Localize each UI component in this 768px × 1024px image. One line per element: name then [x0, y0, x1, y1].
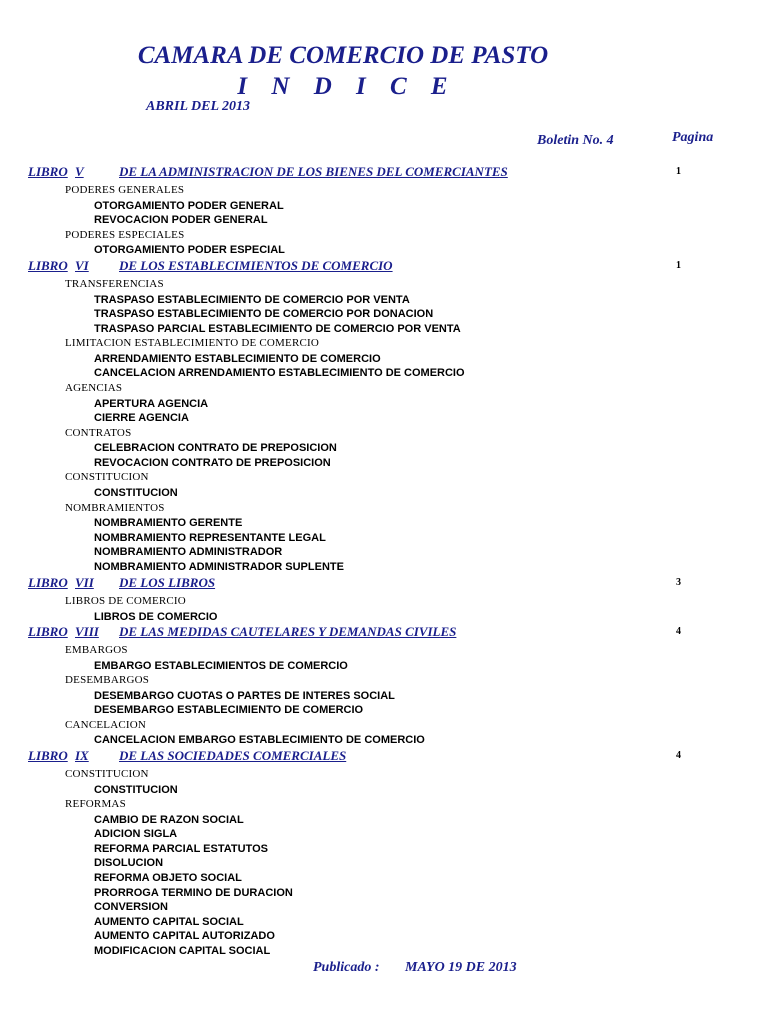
libro-number[interactable]: VIII — [75, 624, 99, 639]
index-item: CELEBRACION CONTRATO DE PREPOSICION — [94, 442, 337, 455]
index-item: CONVERSION — [94, 901, 168, 914]
index-item: ARRENDAMIENTO ESTABLECIMIENTO DE COMERCIO — [94, 352, 381, 365]
section-heading: LIMITACION ESTABLECIMIENTO DE COMERCIO — [65, 337, 320, 350]
libro-heading — [0, 575, 768, 591]
section-heading: CONSTITUCION — [65, 768, 149, 780]
index-item: AUMENTO CAPITAL AUTORIZADO — [94, 930, 275, 943]
libro-title[interactable]: DE LOS LIBROS — [119, 575, 216, 590]
index-item: CANCELACION EMBARGO ESTABLECIMIENTO DE COMERCIO — [94, 734, 425, 747]
page-number: 3 — [676, 577, 681, 588]
index-item: EMBARGO ESTABLECIMIENTOS DE COMERCIO — [94, 659, 348, 672]
libro-label[interactable]: LIBRO — [28, 258, 68, 273]
index-item: DESEMBARGO CUOTAS O PARTES DE INTERES SOCIAL — [94, 689, 395, 702]
libro-label[interactable]: LIBRO — [28, 164, 68, 179]
libro-heading — [0, 258, 768, 274]
section-heading: NOMBRAMIENTOS — [65, 501, 165, 514]
libro-title[interactable]: DE LOS ESTABLECIMIENTOS DE COMERCIO — [119, 258, 393, 273]
index-item: REFORMA OBJETO SOCIAL — [94, 872, 242, 884]
index-item: NOMBRAMIENTO ADMINISTRADOR — [94, 546, 283, 559]
libro-heading — [0, 624, 768, 640]
libro-number[interactable]: IX — [75, 748, 89, 763]
index-item: APERTURA AGENCIA — [94, 397, 209, 410]
index-item: TRASPASO PARCIAL ESTABLECIMIENTO DE COMERCIO POR VENTA — [94, 322, 461, 335]
index-item: CONSTITUCION — [94, 783, 178, 796]
section-heading: AGENCIAS — [65, 382, 123, 394]
section-heading: CONTRATOS — [65, 426, 132, 439]
index-item: AUMENTO CAPITAL SOCIAL — [94, 915, 244, 928]
section-heading: DESEMBARGOS — [65, 674, 150, 687]
libro-number[interactable]: VI — [75, 258, 89, 273]
index-item: ADICION SIGLA — [94, 828, 178, 841]
section-heading: REFORMAS — [65, 798, 126, 811]
index-item: DESEMBARGO ESTABLECIMIENTO DE COMERCIO — [94, 704, 364, 717]
index-item: MODIFICACION CAPITAL SOCIAL — [94, 945, 271, 957]
index-item: REFORMA PARCIAL ESTATUTOS — [94, 842, 268, 855]
document-title: CAMARA DE COMERCIO DE PASTO — [137, 42, 549, 69]
libro-heading — [0, 164, 768, 180]
section-heading: PODERES ESPECIALES — [65, 228, 185, 241]
index-item: TRASPASO ESTABLECIMIENTO DE COMERCIO POR DONACION — [94, 308, 434, 321]
index-item: OTORGAMIENTO PODER GENERAL — [94, 199, 284, 212]
index-item: REVOCACION CONTRATO DE PREPOSICION — [94, 456, 331, 469]
pagina-column-header: Pagina — [672, 130, 714, 145]
section-heading: LIBROS DE COMERCIO — [65, 595, 186, 607]
index-item: DISOLUCION — [94, 857, 164, 870]
libro-heading — [0, 748, 768, 764]
index-item: NOMBRAMIENTO ADMINISTRADOR SUPLENTE — [94, 560, 344, 573]
section-heading: CONSTITUCION — [65, 471, 149, 484]
libro-number[interactable]: V — [75, 164, 84, 179]
page-number: 4 — [676, 750, 681, 761]
section-heading: TRANSFERENCIAS — [65, 278, 164, 290]
section-heading: EMBARGOS — [65, 644, 128, 656]
index-item: OTORGAMIENTO PODER ESPECIAL — [94, 244, 285, 257]
section-heading: CANCELACION — [65, 718, 147, 731]
libro-label[interactable]: LIBRO — [28, 624, 68, 639]
index-item: CIERRE AGENCIA — [94, 412, 189, 425]
publication-date: MAYO 19 DE 2013 — [405, 960, 517, 975]
boletin-label: Boletin No. 4 — [537, 133, 614, 148]
section-heading: PODERES GENERALES — [65, 184, 185, 196]
index-heading: I N D I C E — [237, 73, 457, 100]
index-item: NOMBRAMIENTO GERENTE — [94, 517, 243, 529]
index-item: CAMBIO DE RAZON SOCIAL — [94, 813, 244, 826]
page-number: 1 — [676, 260, 681, 271]
publicado-label: Publicado : — [313, 960, 380, 975]
libro-number[interactable]: VII — [75, 575, 94, 590]
index-item: CANCELACION ARRENDAMIENTO ESTABLECIMIENTO DE COMERCIO — [94, 367, 465, 380]
index-item: REVOCACION PODER GENERAL — [94, 214, 268, 227]
index-item: CONSTITUCION — [94, 486, 178, 499]
date-label: ABRIL DEL 2013 — [146, 99, 250, 114]
index-item: TRASPASO ESTABLECIMIENTO DE COMERCIO POR VENTA — [94, 293, 410, 306]
libro-label[interactable]: LIBRO — [28, 748, 68, 763]
libro-title[interactable]: DE LAS SOCIEDADES COMERCIALES — [119, 748, 347, 763]
index-item: PRORROGA TERMINO DE DURACION — [94, 886, 293, 899]
libro-label[interactable]: LIBRO — [28, 575, 68, 590]
libro-title[interactable]: DE LAS MEDIDAS CAUTELARES Y DEMANDAS CIVILES — [119, 624, 457, 639]
index-item: NOMBRAMIENTO REPRESENTANTE LEGAL — [94, 531, 326, 544]
page-number: 4 — [676, 626, 681, 637]
page-number: 1 — [676, 166, 681, 177]
libro-title[interactable]: DE LA ADMINISTRACION DE LOS BIENES DEL COMERCIANTES — [119, 164, 508, 179]
index-item: LIBROS DE COMERCIO — [94, 610, 218, 623]
